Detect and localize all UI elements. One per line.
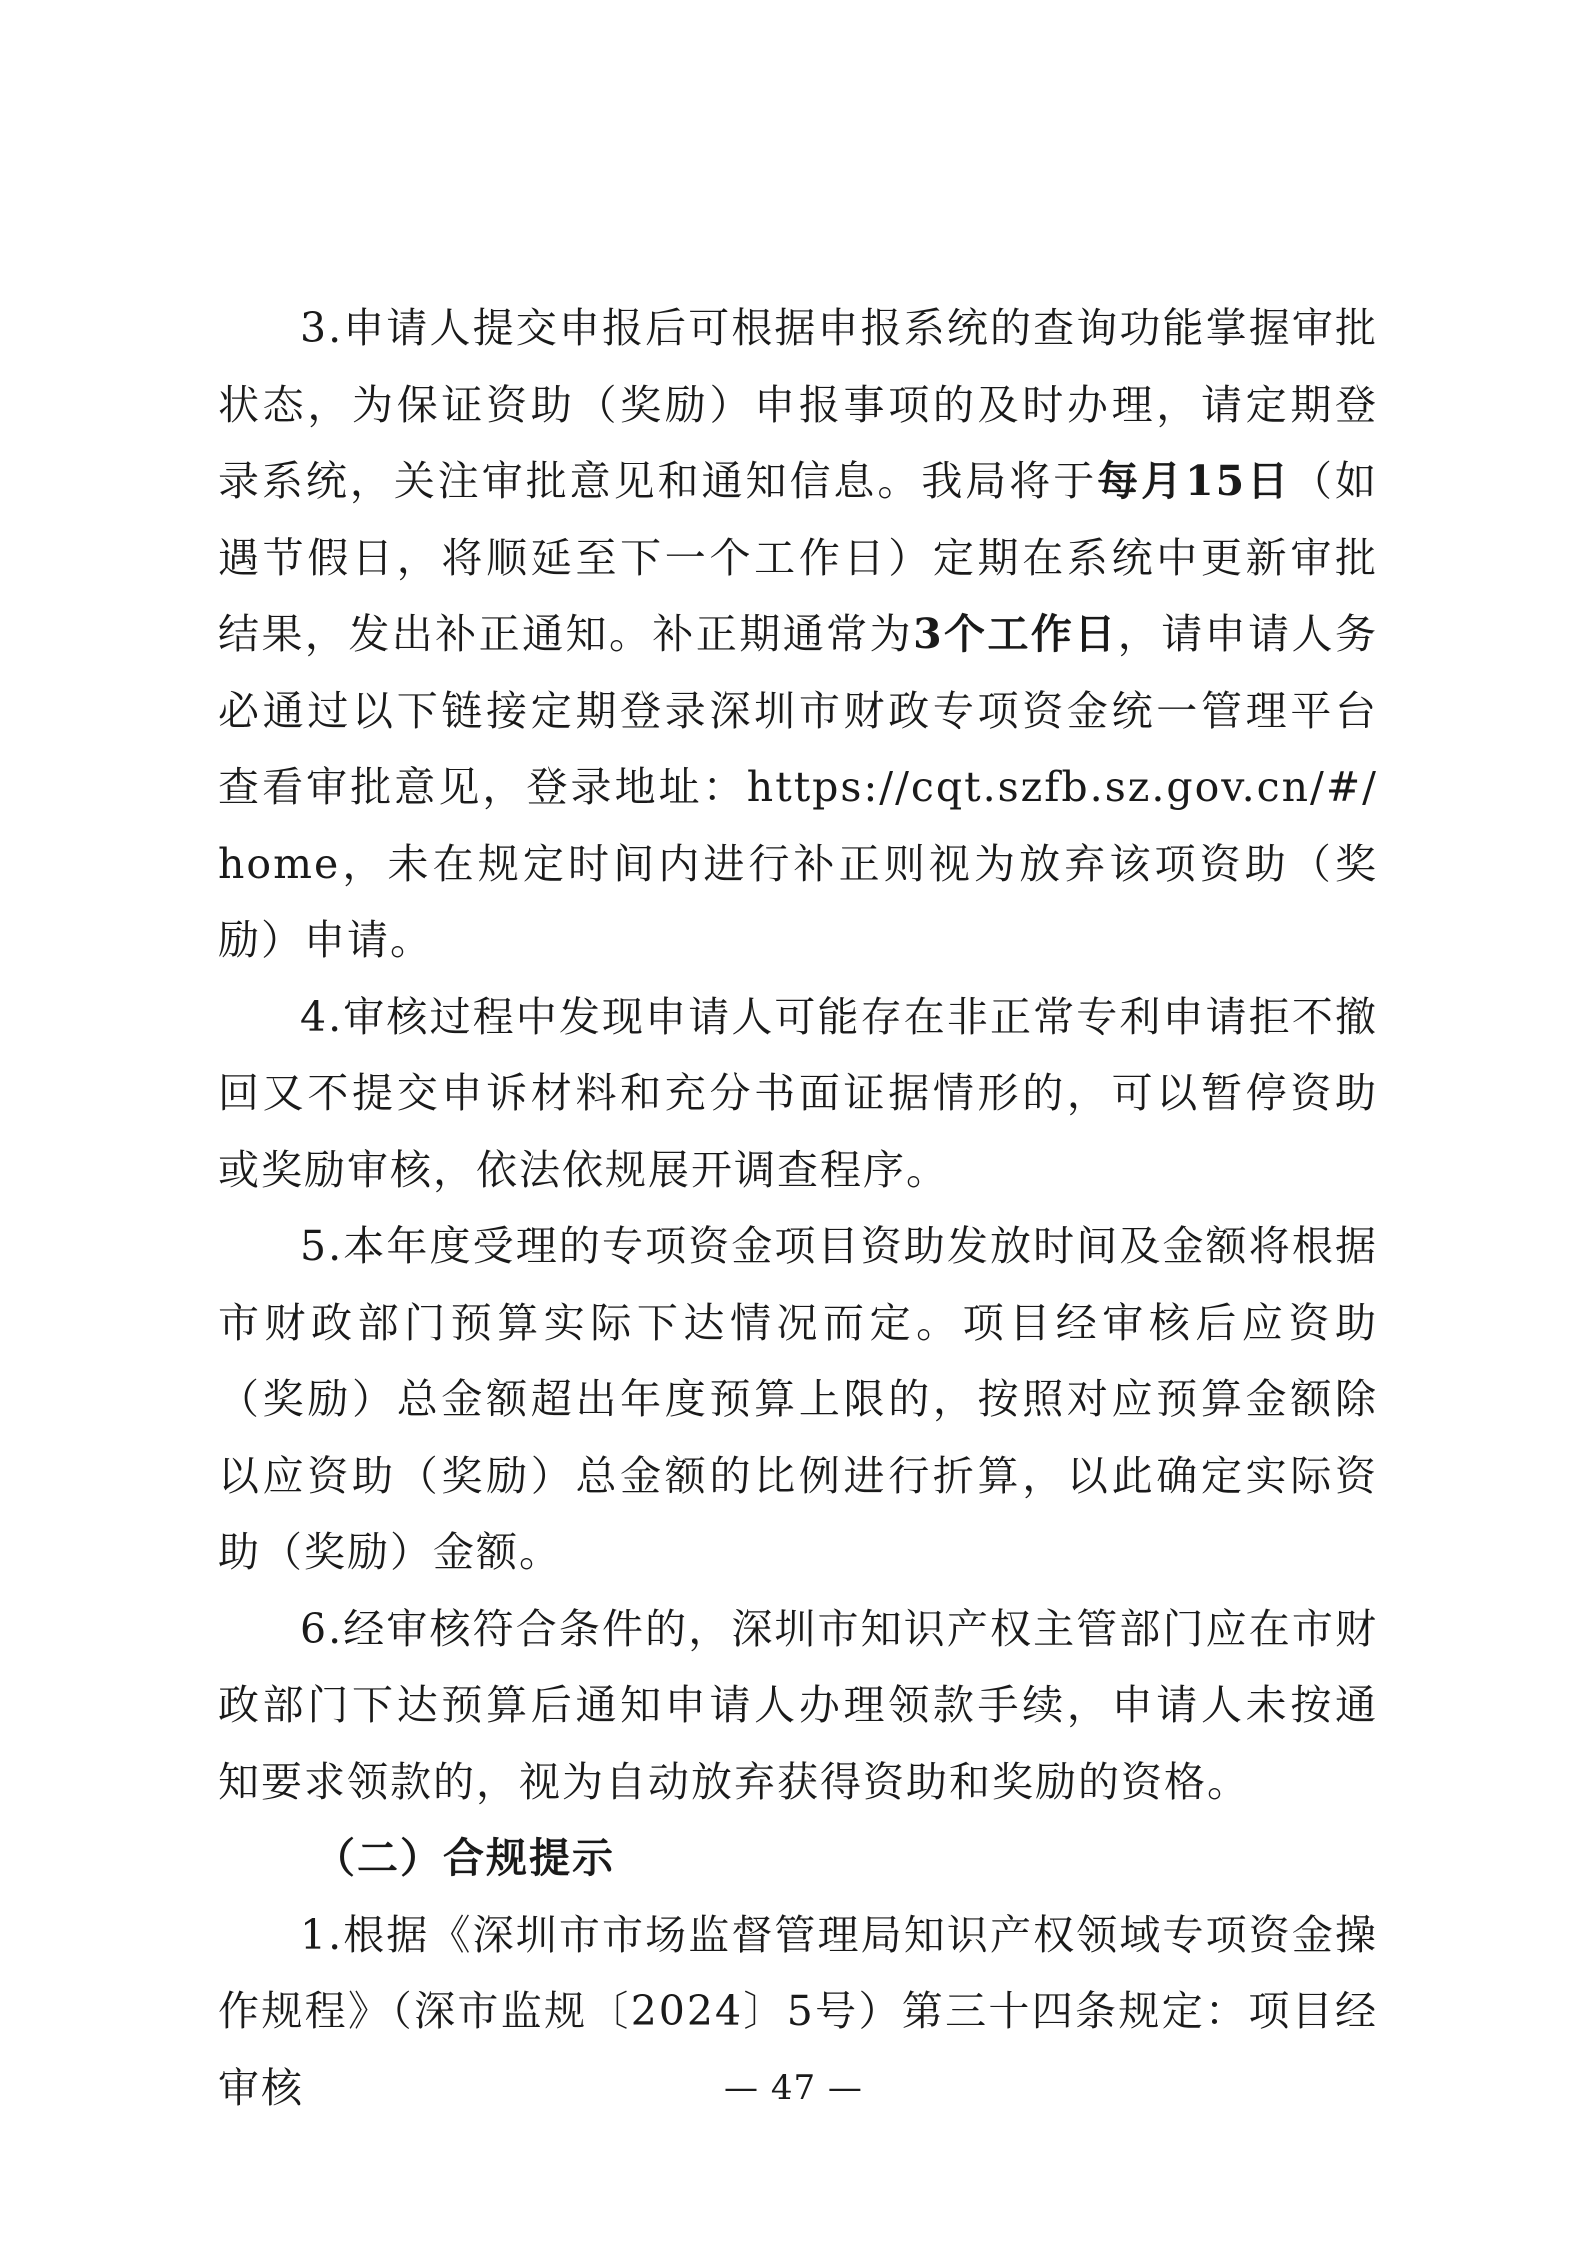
paragraph-item-6: 6.经审核符合条件的，深圳市知识产权主管部门应在市财政部门下达预算后通知申请人办理领款手续，申请人未按通知要求领款的，视为自动放弃获得资助和奖励的资格。	[218, 1604, 1378, 1806]
paragraph-item-5: 5.本年度受理的专项资金项目资助发放时间及金额将根据市财政部门预算实际下达情况而定。项目经审核后应资助（奖励）总金额超出年度预算上限的，按照对应预算金额除以应资助（奖励）总金额的比例进行折算，以此确定实际资助（奖励）金额。	[218, 1222, 1378, 1576]
paragraph-compliance-1: 1.根据《深圳市市场监督管理局知识产权领域专项资金操作规程》（深市监规〔2024〕5号）第三十四条规定：项目经审核	[218, 1910, 1378, 2112]
paragraph-3-text-b: （如遇节假日，将顺延至下一个工作日）定期在系统中更新审批结果，发出补正通知。补正期通常为	[218, 457, 1379, 658]
page-number: — 47 —	[724, 2068, 863, 2108]
page-content	[218, 290, 1378, 2126]
section-heading-compliance: （二）合规提示	[314, 1834, 615, 1882]
paragraph-3-bold-period: 3个工作日	[913, 610, 1118, 658]
paragraph-item-4: 4.审核过程中发现申请人可能存在非正常专利申请拒不撤回又不提交申诉材料和充分书面证据情形的，可以暂停资助或奖励审核，依法依规展开调查程序。	[218, 992, 1378, 1194]
paragraph-3-text-c: ，请申请人务必通过以下链接定期登录深圳市财政专项资金统一管理平台查看审批意见，登录地址：https://cqt.szfb.sz.gov.cn/#/home，未在规定时间内进行补正则视为放弃该项资助（奖励）申请。	[218, 610, 1379, 964]
paragraph-3-text-a: 3.申请人提交申报后可根据申报系统的查询功能掌握审批状态，为保证资助（奖励）申报事项的及时办理，请定期登录系统，关注审批意见和通知信息。我局将于	[218, 304, 1378, 505]
paragraph-item-3	[218, 290, 1378, 979]
paragraph-3-bold-date: 每月15日	[1097, 457, 1292, 505]
